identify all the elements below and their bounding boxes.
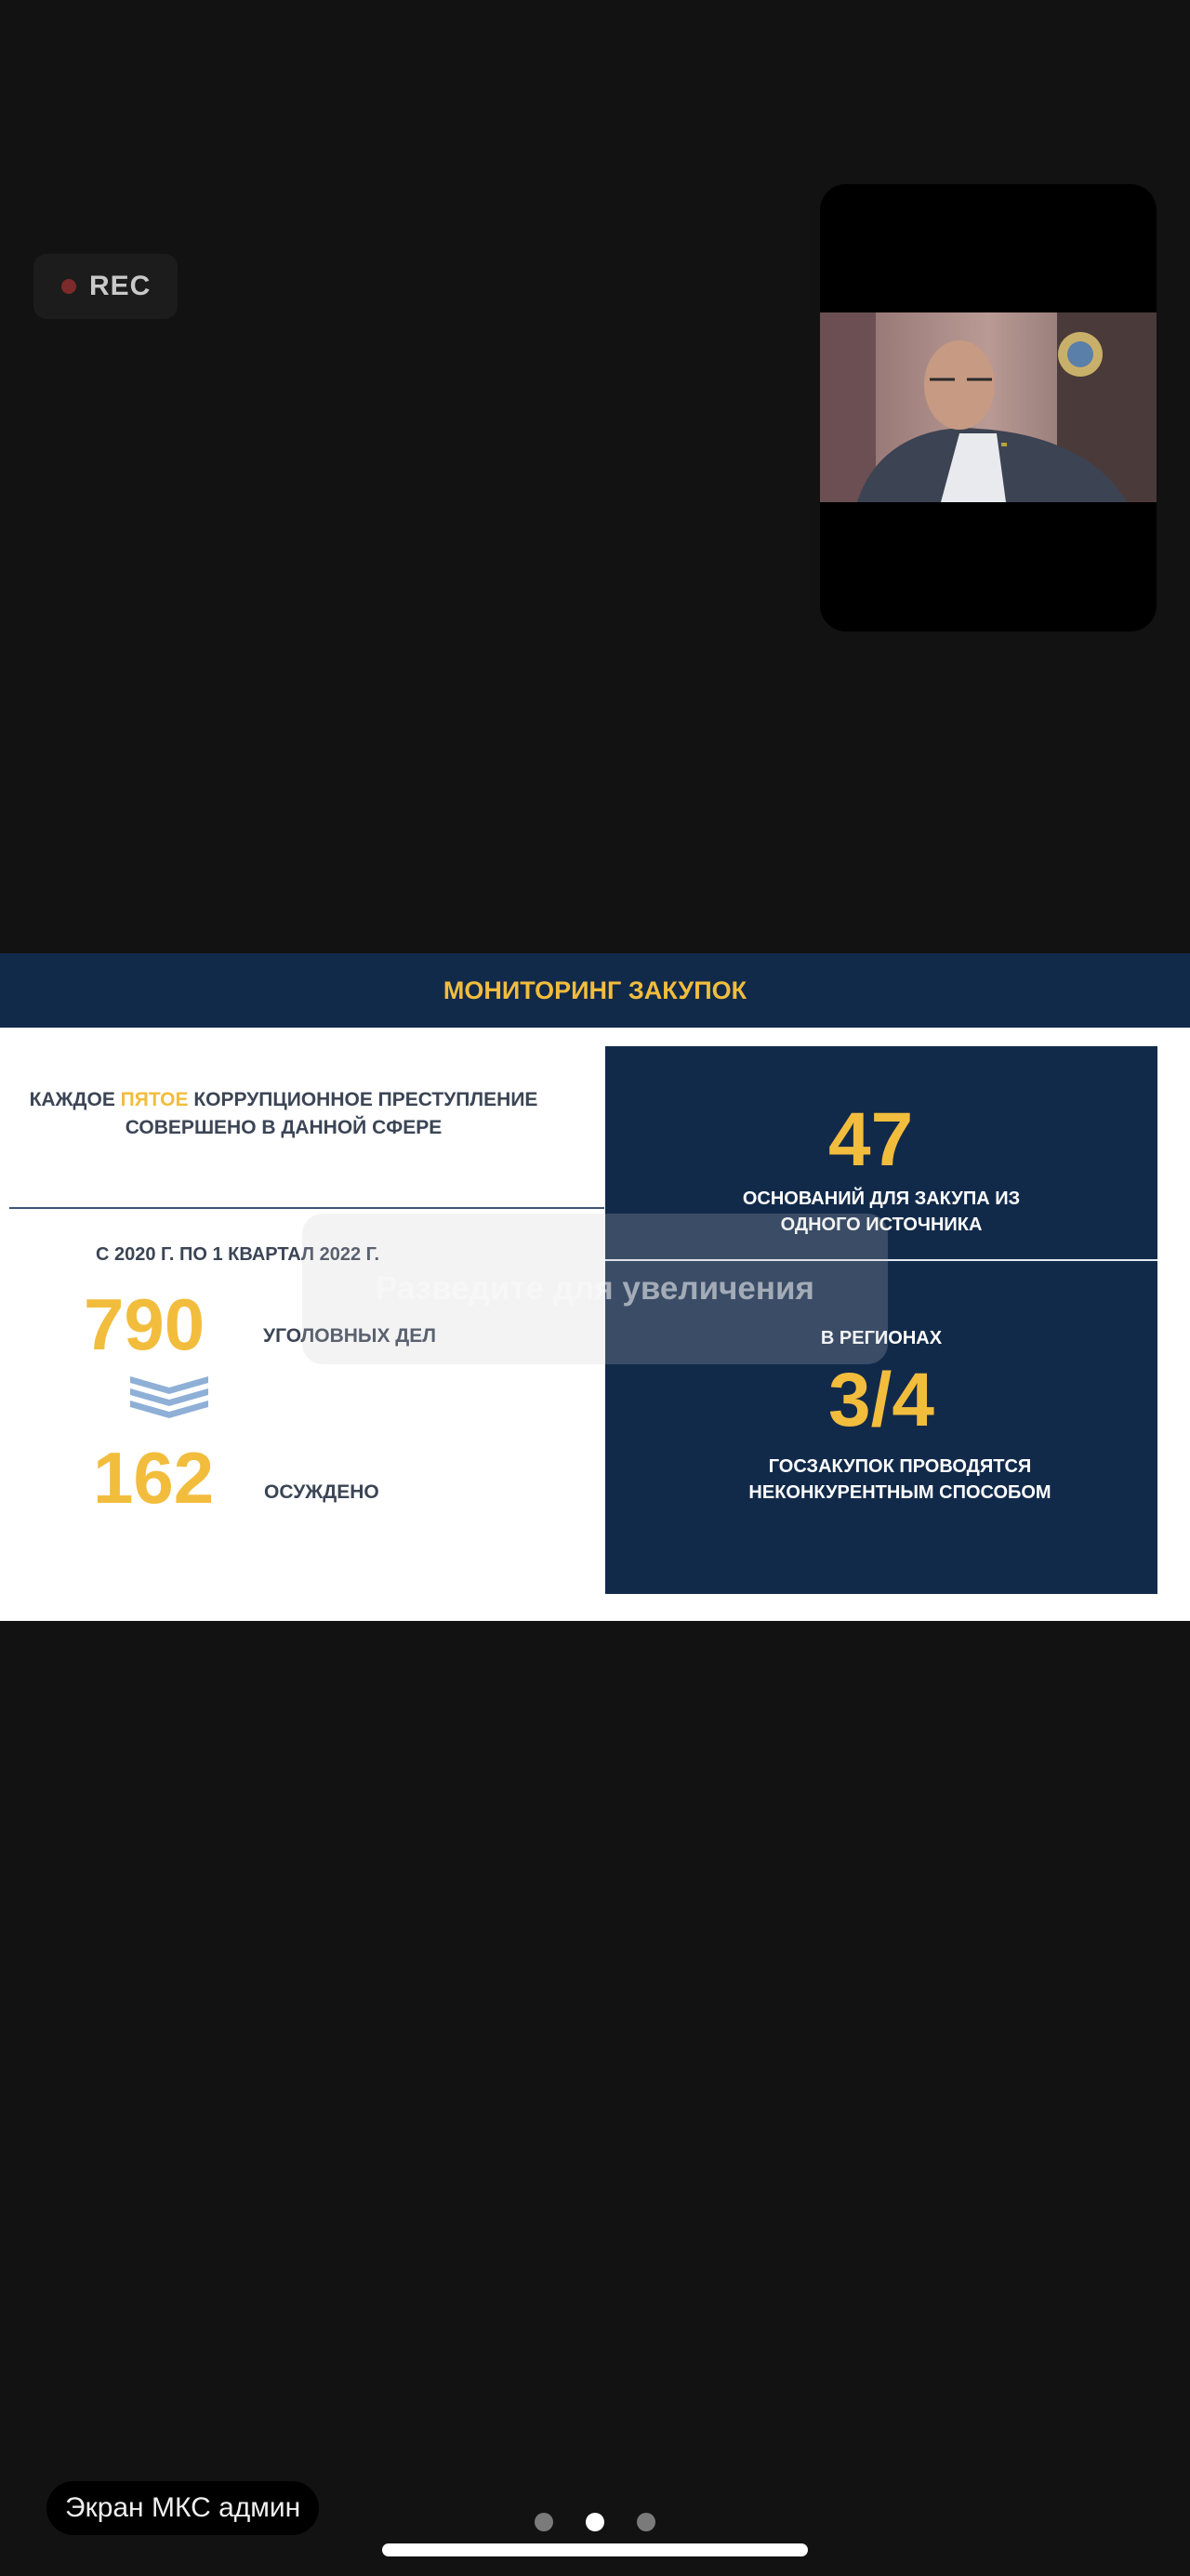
record-dot-icon [61,279,76,294]
noncompetitive-number: 3/4 [828,1358,934,1442]
page-dot-3[interactable] [637,2513,655,2531]
cases-number: 790 [84,1283,205,1365]
video-person-icon [820,312,1157,502]
intro-after: КОРРУПЦИОННОЕ ПРЕСТУПЛЕНИЕ [188,1089,538,1110]
recording-label: REC [89,271,152,301]
slide-title: МОНИТОРИНГ ЗАКУПОК [443,976,747,1004]
intro-highlight: ПЯТОЕ [120,1089,189,1110]
convicted-number: 162 [93,1437,215,1519]
period-label: С 2020 Г. ПО 1 КВАРТАЛ 2022 Г. [96,1244,380,1265]
intro-line2: СОВЕРШЕНО В ДАННОЙ СФЕРЕ [125,1117,443,1138]
noncompetitive-line1: ГОСЗАКУПОК ПРОВОДЯТСЯ [768,1456,1032,1477]
participant-video-tile[interactable] [820,184,1157,631]
home-indicator[interactable] [382,2543,808,2556]
intro-before: КАЖДОЕ [29,1089,121,1110]
page-dot-2[interactable] [586,2513,604,2531]
screen-share-name-tag [46,2481,319,2535]
single-source-number: 47 [828,1097,914,1182]
convicted-label: ОСУЖДЕНО [264,1481,379,1503]
recording-badge [33,254,178,319]
intro-text [19,1086,549,1142]
single-source-line2: ОДНОГО ИСТОЧНИКА [780,1215,983,1235]
page-dot-1[interactable] [535,2513,553,2531]
noncompetitive-line2: НЕКОНКУРЕНТНЫМ СПОСОБОМ [748,1482,1051,1503]
slide-header [0,953,1190,1028]
single-source-line1: ОСНОВАНИЙ ДЛЯ ЗАКУПА ИЗ [742,1188,1021,1209]
zoom-hint-text: Разведите для увеличения [376,1270,814,1307]
cases-label: УГОЛОВНЫХ ДЕЛ [263,1325,437,1347]
zoom-hint [302,1214,888,1364]
region-label: В РЕГИОНАХ [820,1328,943,1348]
participant-video-frame [820,312,1157,502]
noncompetitive-text [624,1454,1176,1506]
left-divider [9,1207,604,1209]
name-tag-text: Экран МКС админ [65,2492,301,2523]
page-indicator[interactable] [535,2513,655,2531]
chevron-down-icon [128,1374,210,1421]
